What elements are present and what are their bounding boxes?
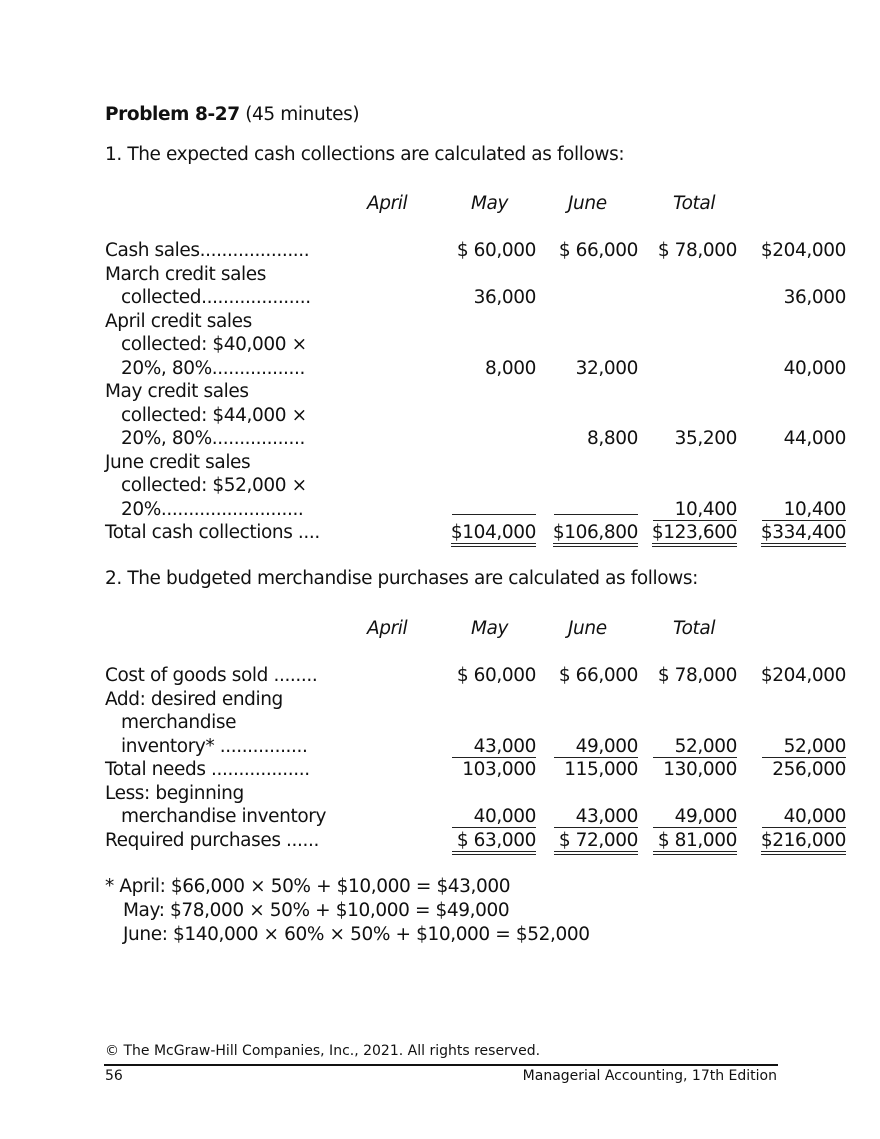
table-cell — [762, 357, 846, 381]
row-label: 20%, 80%................. — [121, 357, 305, 379]
cell-value: 52,000 — [762, 736, 846, 758]
table-row — [105, 286, 846, 310]
table-row — [105, 451, 745, 475]
table-cell — [554, 239, 638, 263]
cell-value: $204,000 — [760, 240, 846, 261]
problem-duration: (45 minutes) — [239, 104, 360, 125]
table-cell — [554, 829, 638, 855]
cell-value: 40,000 — [452, 806, 536, 828]
part2-intro: 2. The budgeted merchandise purchases are calculated as follows: — [105, 568, 698, 589]
problem-title — [105, 104, 359, 125]
table-row — [105, 263, 745, 287]
row-label: collected: $44,000 × — [121, 404, 307, 426]
cell-value: $ 66,000 — [558, 240, 638, 261]
table-cell — [653, 735, 737, 759]
table-header — [105, 192, 745, 216]
row-label: March credit sales — [105, 263, 266, 285]
table-row — [105, 427, 846, 451]
cell-value: 43,000 — [452, 736, 536, 758]
row-label: collected: $40,000 × — [121, 334, 307, 355]
table-row — [105, 380, 745, 404]
table-row — [105, 521, 846, 545]
part1-intro: 1. The expected cash collections are calculated as follows: — [105, 144, 625, 165]
row-label: May credit sales — [105, 381, 249, 402]
column-header: May — [471, 618, 509, 639]
copyright: © The McGraw-Hill Companies, Inc., 2021. All rights reserved. — [105, 1043, 541, 1059]
table-cell — [554, 735, 638, 759]
table-cell — [554, 427, 638, 451]
table-cell — [452, 758, 536, 782]
problem-number: Problem 8-27 — [105, 104, 240, 125]
table-cell — [452, 664, 536, 688]
cell-value: $ 78,000 — [657, 665, 737, 686]
cell-value: $ 78,000 — [657, 240, 737, 261]
cell-value: 115,000 — [564, 759, 638, 780]
table-cell — [554, 498, 638, 522]
table-row — [105, 805, 846, 829]
column-header: April — [367, 618, 408, 639]
row-label: merchandise — [121, 712, 237, 733]
table-row — [105, 688, 745, 712]
table-cell — [761, 521, 846, 547]
row-label: Total needs .................. — [105, 759, 310, 780]
table-row — [105, 735, 846, 759]
row-label: Add: desired ending — [105, 688, 283, 710]
table-cell — [762, 427, 846, 451]
cell-value: $334,400 — [761, 522, 846, 547]
table-row — [105, 333, 745, 357]
column-header: June — [568, 618, 607, 639]
cell-value: 43,000 — [554, 806, 638, 828]
row-label: Less: beginning — [105, 782, 244, 804]
cell-value: $ 60,000 — [456, 240, 536, 261]
cell-value: 40,000 — [762, 806, 846, 828]
cell-value: $216,000 — [761, 830, 846, 855]
page-number: 56 — [105, 1068, 123, 1084]
column-header: April — [367, 193, 408, 214]
cell-value: $ 72,000 — [554, 830, 638, 855]
footnote-line: May: $78,000 × 50% + $10,000 = $49,000 — [123, 900, 510, 921]
footnote — [105, 875, 590, 947]
cell-value: 36,000 — [473, 287, 536, 308]
table-cell — [452, 239, 536, 263]
cash-collections-table — [105, 192, 846, 545]
table-row — [105, 404, 745, 428]
cell-value: 8,000 — [485, 357, 536, 379]
cell-value: $204,000 — [760, 665, 846, 686]
cell-value: 8,800 — [587, 428, 638, 449]
table-row — [105, 498, 846, 522]
row-label: Cost of goods sold ........ — [105, 665, 318, 686]
table-row — [105, 357, 846, 381]
cell-value: 10,400 — [762, 499, 846, 521]
cell-value: $ 60,000 — [456, 665, 536, 686]
table-row — [105, 239, 846, 263]
table-row — [105, 664, 846, 688]
cell-value: $ 81,000 — [653, 830, 737, 855]
table-cell — [762, 735, 846, 759]
column-header: Total — [673, 193, 716, 214]
row-label: Total cash collections .... — [105, 522, 320, 543]
table-cell — [554, 357, 638, 381]
column-header: June — [568, 193, 607, 214]
cell-value: $106,800 — [553, 522, 638, 547]
footer-divider — [104, 1064, 778, 1066]
cell-value: $123,600 — [652, 522, 737, 547]
table-row — [105, 474, 745, 498]
merchandise-purchases-table — [105, 617, 846, 852]
table-cell — [554, 805, 638, 829]
table-cell — [452, 829, 536, 855]
footnote-line: June: $140,000 × 60% × 50% + $10,000 = $52,000 — [123, 924, 590, 945]
cell-value: 32,000 — [575, 357, 638, 379]
table-cell — [762, 805, 846, 829]
cell-value: 36,000 — [783, 287, 846, 308]
table-cell — [553, 521, 638, 547]
table-cell — [554, 664, 638, 688]
row-label: merchandise inventory — [121, 806, 326, 827]
row-label: June credit sales — [105, 451, 251, 473]
cell-value: 10,400 — [653, 499, 737, 521]
table-header — [105, 617, 745, 641]
cell-value: $ 63,000 — [452, 830, 536, 855]
row-label: inventory* ................ — [121, 735, 308, 757]
cell-value: 130,000 — [663, 759, 737, 780]
table-cell — [452, 357, 536, 381]
table-cell — [653, 805, 737, 829]
row-label: 20%, 80%................. — [121, 428, 305, 449]
table-cell — [652, 521, 737, 547]
table-cell — [451, 521, 536, 547]
cell-value: 49,000 — [554, 736, 638, 758]
table-cell — [761, 239, 846, 263]
table-cell — [762, 498, 846, 522]
book-title: Managerial Accounting, 17th Edition — [522, 1068, 777, 1084]
row-label: Required purchases ...... — [105, 829, 319, 851]
table-row — [105, 711, 745, 735]
table-cell — [452, 735, 536, 759]
cell-value: 256,000 — [772, 759, 846, 780]
cell-value — [554, 514, 638, 515]
table-cell — [452, 286, 536, 310]
cell-value: 52,000 — [653, 736, 737, 758]
row-label: April credit sales — [105, 310, 252, 332]
table-cell — [762, 286, 846, 310]
table-cell — [762, 758, 846, 782]
table-cell — [653, 758, 737, 782]
table-cell — [653, 239, 737, 263]
footnote-line: * April: $66,000 × 50% + $10,000 = $43,000 — [105, 876, 511, 897]
table-row — [105, 829, 846, 853]
cell-value: 40,000 — [783, 357, 846, 379]
table-row — [105, 782, 745, 806]
cell-value: $ 66,000 — [558, 665, 638, 686]
cell-value: 44,000 — [783, 428, 846, 449]
cell-value: $104,000 — [451, 522, 536, 547]
table-row — [105, 310, 745, 334]
row-label: collected.................... — [121, 287, 311, 308]
table-cell — [653, 427, 737, 451]
table-cell — [761, 829, 846, 855]
table-row — [105, 758, 846, 782]
table-cell — [653, 829, 737, 855]
column-header: Total — [673, 618, 716, 639]
table-cell — [653, 664, 737, 688]
cell-value: 49,000 — [653, 806, 737, 828]
row-label: Cash sales.................... — [105, 240, 310, 261]
row-label: 20%.......................... — [121, 498, 304, 520]
table-cell — [554, 758, 638, 782]
cell-value: 35,200 — [674, 428, 737, 449]
cell-value — [452, 514, 536, 515]
table-cell — [653, 498, 737, 522]
row-label: collected: $52,000 × — [121, 475, 307, 496]
table-cell — [761, 664, 846, 688]
cell-value: 103,000 — [462, 759, 536, 780]
table-cell — [452, 805, 536, 829]
column-header: May — [471, 193, 509, 214]
table-cell — [452, 498, 536, 522]
